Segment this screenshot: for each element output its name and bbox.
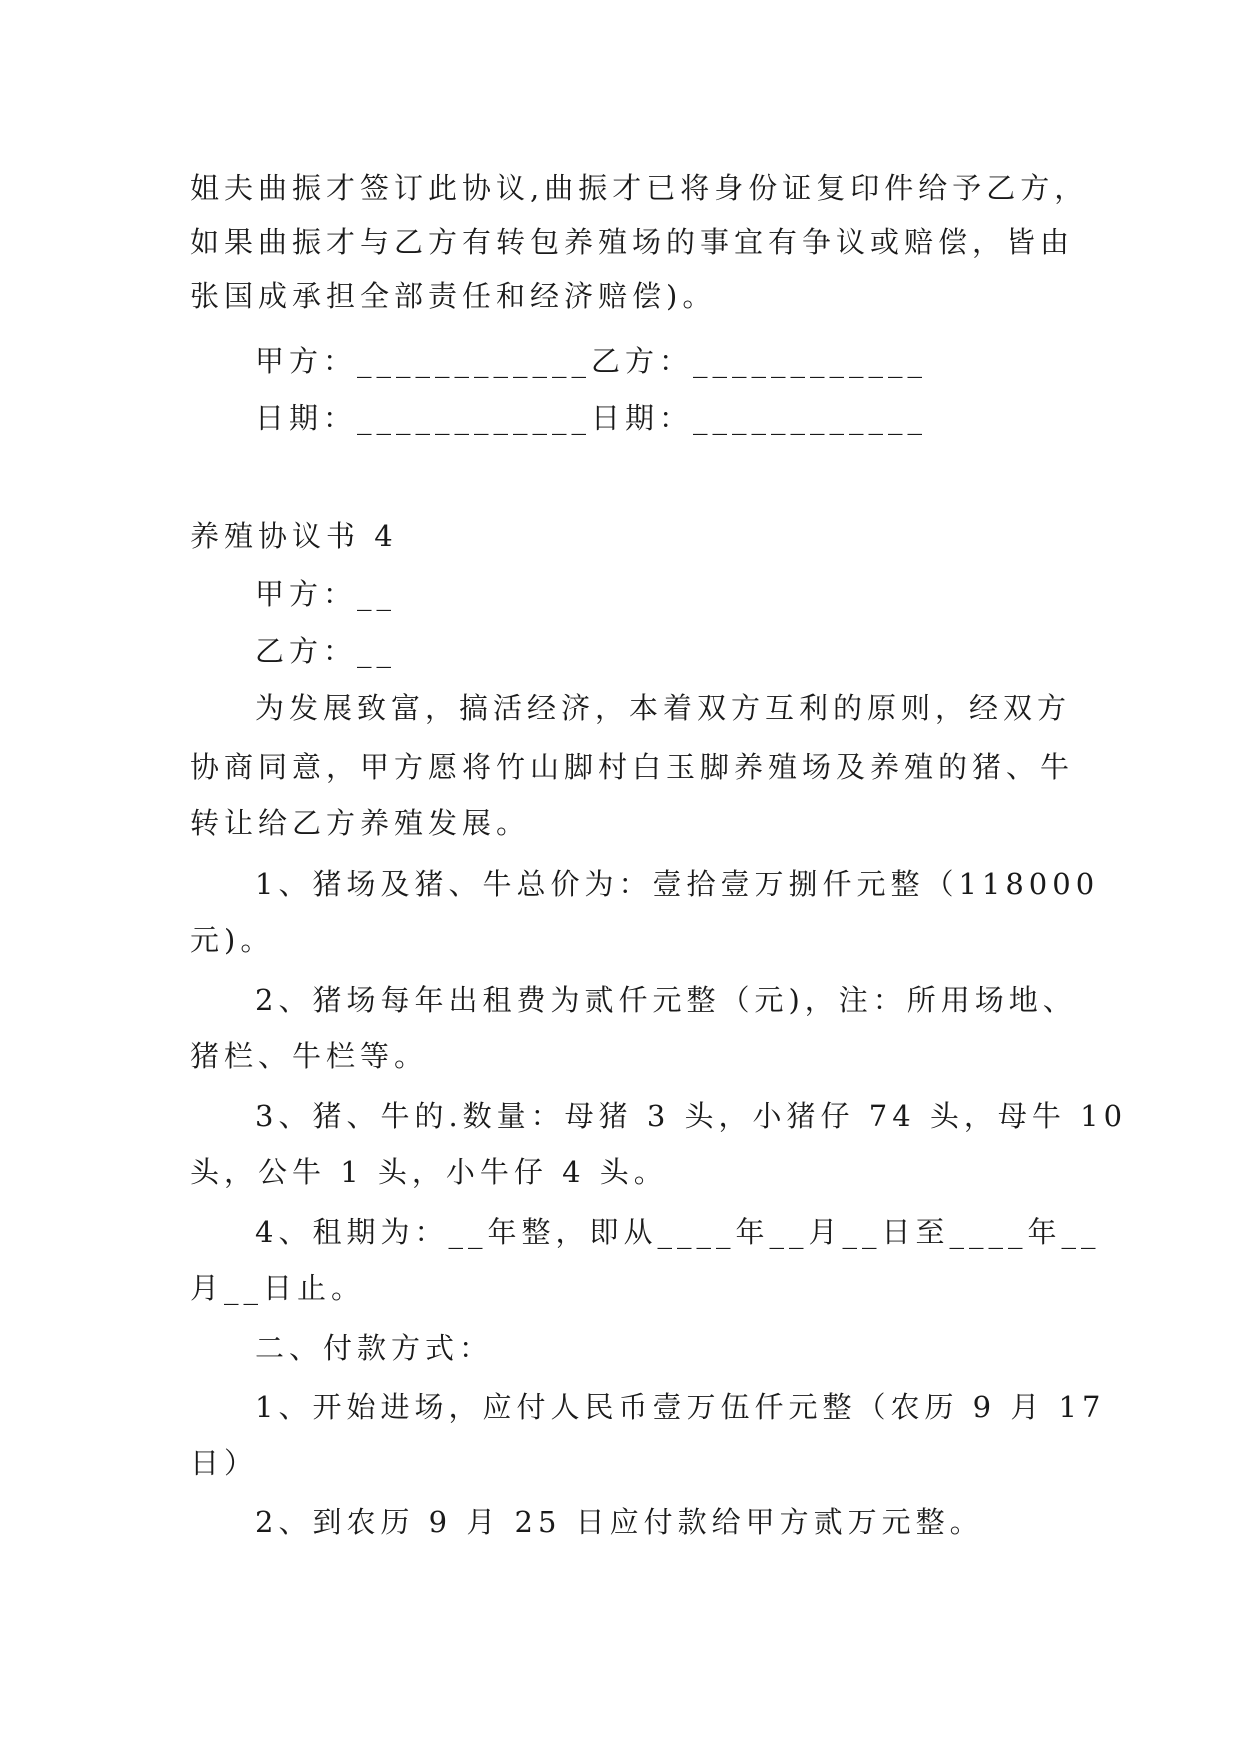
paragraph-line: 协商同意，甲方愿将竹山脚村白玉脚养殖场及养殖的猪、牛: [190, 750, 1075, 784]
paragraph-line: 张国成承担全部责任和经济赔偿)。: [190, 279, 717, 313]
paragraph-line: 姐夫曲振才签订此协议,曲振才已将身份证复印件给予乙方，: [190, 171, 1089, 205]
paragraph-line: 转让给乙方养殖发展。: [190, 806, 531, 840]
clause-line: 头，公牛 1 头，小牛仔 4 头。: [190, 1155, 668, 1189]
clause-line: 4、租期为：__年整，即从____年__月__日至____年__: [255, 1215, 1101, 1249]
clause-line: 1、开始进场，应付人民币壹万伍仟元整（农历 9 月 17: [255, 1390, 1106, 1424]
clause-line: 1、猪场及猪、牛总价为：壹拾壹万捌仟元整（118000: [255, 867, 1100, 901]
clause-line: 月__日止。: [190, 1271, 366, 1305]
clause-line: 3、猪、牛的.数量：母猪 3 头，小猪仔 74 头，母牛 10: [255, 1099, 1128, 1133]
party-b-line: 乙方：__: [255, 634, 397, 668]
clause-line: 日）: [190, 1446, 259, 1480]
clause-line: 元)。: [190, 923, 275, 957]
section-heading: 二、付款方式：: [255, 1331, 494, 1365]
paragraph-line: 为发展致富，搞活经济，本着双方互利的原则，经双方: [255, 691, 1072, 725]
party-a-line: 甲方：__: [255, 577, 397, 611]
clause-line: 2、到农历 9 月 25 日应付款给甲方贰万元整。: [255, 1505, 984, 1539]
signature-party-line: 甲方：____________乙方：____________: [255, 344, 928, 378]
paragraph-line: 如果曲振才与乙方有转包养殖场的事宜有争议或赔偿，皆由: [190, 225, 1075, 259]
clause-line: 2、猪场每年出租费为贰仟元整（元)，注：所用场地、: [255, 983, 1077, 1017]
signature-date-line: 日期：____________日期：____________: [255, 401, 928, 435]
clause-line: 猪栏、牛栏等。: [190, 1039, 429, 1073]
section-title: 养殖协议书 4: [190, 519, 398, 553]
